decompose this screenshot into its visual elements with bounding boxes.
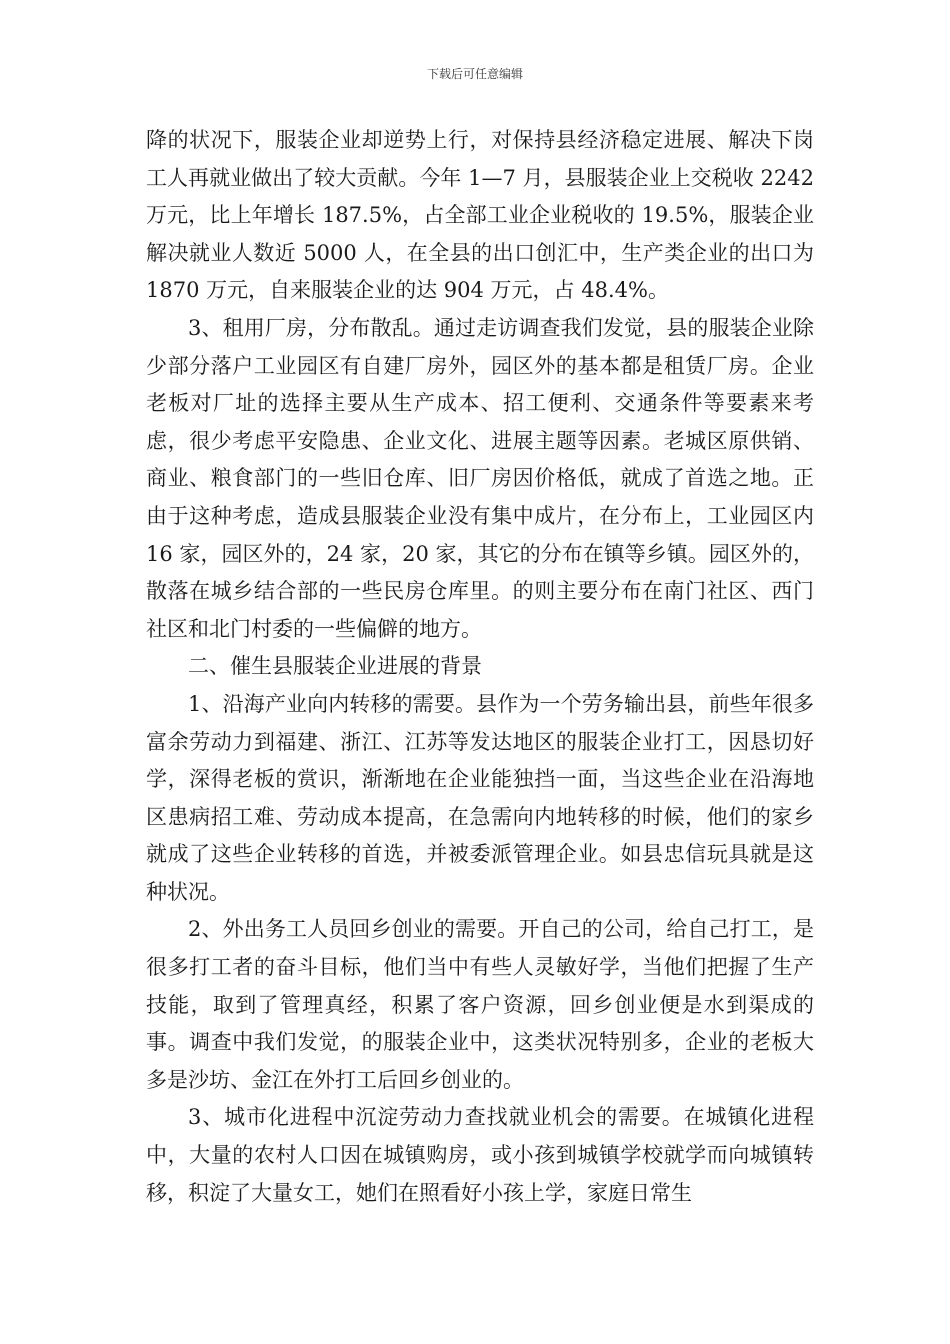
page-header: 下载后可任意编辑 xyxy=(426,67,523,81)
paragraph-3: 1、沿海产业向内转移的需要。县作为一个劳务输出县，前些年很多富余劳动力到福建、浙江、江苏等发达地区的服装企业打工，因恳切好学，深得老板的赏识，渐渐地在企业能独挡一面，当这些企业在沿海地区患病招工难、劳动成本提高，在急需向内地转移的时候，他们的家乡就成了这些企业转移的首选，并被委派管理企业。如县忠信玩具就是这种状况。 xyxy=(146,691,814,904)
section-heading: 二、催生县服装企业进展的背景 xyxy=(188,654,482,679)
document-body xyxy=(146,122,814,1212)
paragraph-1: 降的状况下，服装企业却逆势上行，对保持县经济稳定进展、解决下岗工人再就业做出了较大贡献。今年 1—7 月，县服装企业上交税收 2242 万元，比上年增长 187.5%，占全部工业企业税收的 19.5%，服装企业解决就业人数近 5000 人，在全县的出口创汇中，生产类企业的出口为 1870 万元，自来服装企业的达 904 万元，占 48.4%。 xyxy=(146,128,814,303)
paragraph-4: 2、外出务工人员回乡创业的需要。开自己的公司，给自己打工，是很多打工者的奋斗目标，他们当中有些人灵敏好学，当他们把握了生产技能，取到了管理真经，积累了客户资源，回乡创业便是水到渠成的事。调查中我们发觉，的服装企业中，这类状况特别多，企业的老板大多是沙坊、金江在外打工后回乡创业的。 xyxy=(146,917,814,1092)
paragraph-2: 3、租用厂房，分布散乱。通过走访调查我们发觉，县的服装企业除少部分落户工业园区有自建厂房外，园区外的基本都是租赁厂房。企业老板对厂址的选择主要从生产成本、招工便利、交通条件等要素来考虑，很少考虑平安隐患、企业文化、进展主题等因素。老城区原供销、商业、粮食部门的一些旧仓库、旧厂房因价格低，就成了首选之地。正由于这种考虑，造成县服装企业没有集中成片，在分布上，工业园区内 16 家，园区外的，24 家，20 家，其它的分布在镇等乡镇。园区外的，散落在城乡结合部的一些民房仓库里。的则主要分布在南门社区、西门社区和北门村委的一些偏僻的地方。 xyxy=(146,315,814,641)
paragraph-5: 3、城市化进程中沉淀劳动力查找就业机会的需要。在城镇化进程中，大量的农村人口因在城镇购房，或小孩到城镇学校就学而向城镇转移，积淀了大量女工，她们在照看好小孩上学，家庭日常生 xyxy=(146,1105,814,1205)
